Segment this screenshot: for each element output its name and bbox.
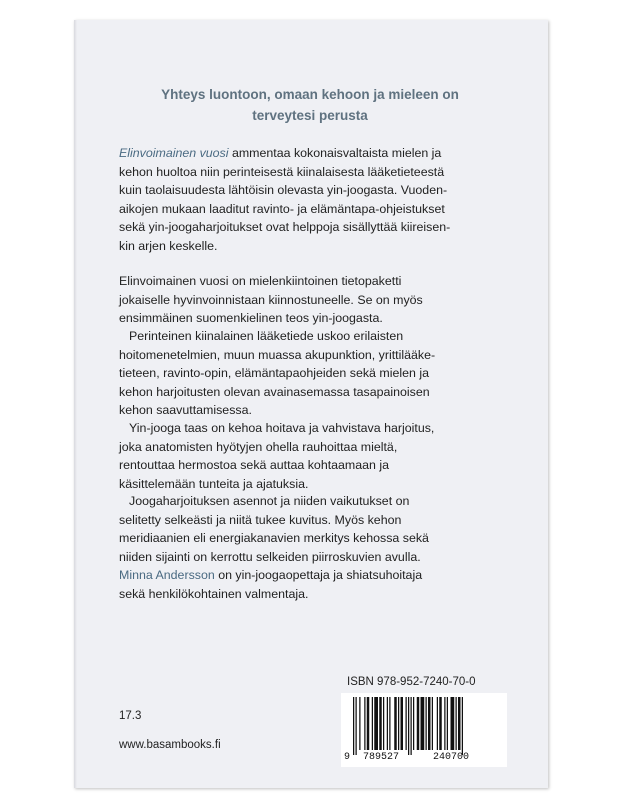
barcode-bar <box>394 697 397 750</box>
paragraph-line: sekä yin-joogaharjoitukset ovat helppoja sisällyttää kiireisen- <box>119 220 451 234</box>
barcode-bar <box>428 697 431 750</box>
barcode-right-digits: 240700 <box>433 752 470 763</box>
tagline-line: Yhteys luontoon, omaan kehoon ja mieleen on <box>161 87 459 102</box>
paragraph-line: kuin taolaisuudesta lähtöisin olevasta yin-joogasta. Vuoden- <box>119 183 448 197</box>
paragraph-line: kehon harjoitusten olevan avainasemassa tasapainoisen <box>119 384 430 399</box>
isbn-label: ISBN 978-952-7240-70-0 <box>347 676 476 688</box>
barcode-bar <box>401 697 404 750</box>
barcode-bar <box>456 697 457 750</box>
paragraph-line: kin arjen keskelle. <box>119 238 218 253</box>
paragraph-line: ensimmäinen suomenkielinen teos yin-joogasta. <box>119 311 383 325</box>
paragraph-line: Joogaharjoituksen asennot ja niiden vaikutukset on <box>129 494 410 508</box>
paragraph-line: hoitomenetelmien, muun muassa akupunktion, yrittilääke- <box>119 347 436 362</box>
barcode-bar <box>353 697 354 755</box>
paragraph-line <box>119 144 519 163</box>
barcode-bar <box>356 697 357 755</box>
yin-yoga-paragraph <box>119 419 519 493</box>
paragraph-line: Elinvoimainen vuosi on mielenkiintoinen tietopaketti <box>119 274 402 288</box>
barcode-bar <box>359 697 360 750</box>
barcode-bar <box>421 697 425 750</box>
barcode-bar <box>367 697 370 750</box>
paragraph-line: Yin-jooga taas on kehoa hoitava ja vahvistava harjoitus, <box>129 421 435 435</box>
barcode-bar <box>411 697 412 755</box>
paragraph-line <box>119 566 519 585</box>
barcode-bar <box>383 697 384 750</box>
barcode-bar <box>451 697 455 750</box>
paragraph-line: tieteen, ravinto-opin, elämäntapaohjeiden sekä mielen ja <box>119 366 429 380</box>
paragraph-line: kehon huoltoa niin perinteisestä kiinalaisesta lääketieteestä <box>119 164 445 179</box>
barcode-bar <box>437 697 438 750</box>
paragraph-line: käsittelemään tunteita ja ajatuksia. <box>119 476 309 491</box>
paragraph-line: kehon saavuttamisessa. <box>119 403 252 417</box>
author-name: Minna Andersson <box>119 568 215 582</box>
tcm-paragraph <box>119 327 519 420</box>
paragraph-line: rentouttaa hermostoa sekä auttaa kohtaamaan ja <box>119 458 390 472</box>
barcode-bar <box>364 697 365 750</box>
barcode-bar <box>458 697 461 750</box>
price-code: 17.3 <box>119 710 142 722</box>
exercises-paragraph <box>119 492 519 566</box>
author-bio <box>119 566 519 603</box>
tagline-line: terveytesi perusta <box>252 108 368 123</box>
paragraph-line: sekä henkilökohtainen valmentaja. <box>119 586 309 601</box>
barcode-bar <box>439 697 442 750</box>
barcode-bar <box>372 697 373 750</box>
barcode-bar <box>374 697 378 750</box>
paragraph-line: selitetty selkeästi ja niitä tukee kuvitus. Myös kehon <box>119 512 402 527</box>
paragraph-line: jokaiselle hyvinvoinnistaan kiinnostuneelle. Se on myös <box>119 292 423 307</box>
paragraph-line: Perinteinen kiinalainen lääketiede uskoo erilaisten <box>129 329 404 343</box>
text-span: ammentaa kokonaisvaltaista mielen ja <box>228 146 442 160</box>
barcode-lead-digit: 9 <box>344 752 351 763</box>
barcode-bar <box>413 697 414 750</box>
paragraph-line: aikojen mukaan laaditut ravinto- ja elämäntapa-ohjeistukset <box>119 201 445 216</box>
paragraph-line: niiden sijainti on kerrottu selkeiden piirroskuvien avulla. <box>119 549 421 564</box>
spine-edge <box>74 20 77 788</box>
barcode-bar <box>379 697 382 750</box>
paragraph-line: joka anatomisten hyötyjen ohella rauhoittaa mieltä, <box>119 439 398 454</box>
tagline <box>100 84 520 126</box>
intro-paragraph <box>119 144 519 255</box>
paragraph-line: meridiaanien eli energiakanavien merkitys kehossa sekä <box>119 531 429 545</box>
barcode-bar <box>462 697 463 755</box>
barcode <box>341 693 507 767</box>
description-paragraph <box>119 272 519 328</box>
barcode-bar <box>398 697 399 750</box>
barcode-bar <box>432 697 433 750</box>
book-title-italic: Elinvoimainen vuosi <box>119 146 229 160</box>
barcode-bar <box>447 697 448 750</box>
barcode-bar <box>387 697 388 750</box>
publisher-website: www.basambooks.fi <box>119 739 221 751</box>
barcode-bar <box>389 697 390 750</box>
text-span: on yin-joogaopettaja ja shiatsuhoitaja <box>214 568 423 582</box>
barcode-bar <box>417 697 420 750</box>
barcode-bar <box>408 697 409 755</box>
barcode-bar <box>444 697 445 750</box>
barcode-bar <box>426 697 427 750</box>
barcode-left-digits: 789527 <box>363 752 400 763</box>
barcode-bar <box>406 697 407 750</box>
